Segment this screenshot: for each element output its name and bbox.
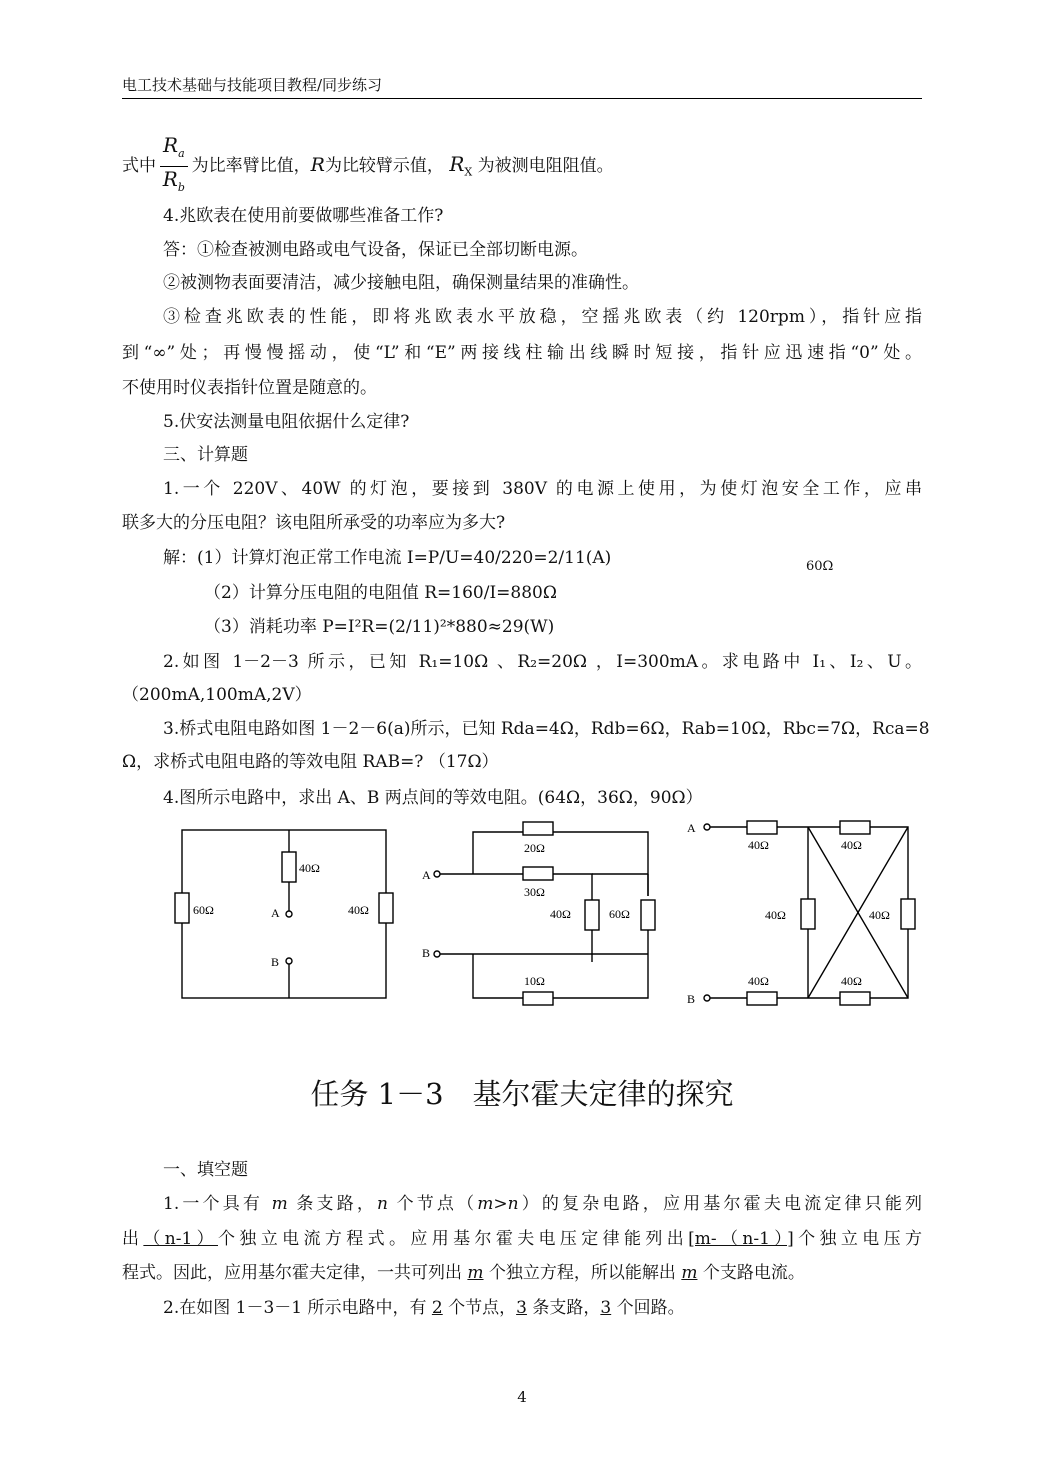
circuit1-label-right: 40Ω xyxy=(348,903,369,917)
calc-2a: 2.如图 1－2－3 所示，已知 R₁=10Ω 、R₂=20Ω ，I=300mA。求电路中 I₁、I₂、U。 xyxy=(163,652,922,672)
fill-1a-n: n xyxy=(377,1194,388,1214)
fill-1a xyxy=(163,1192,922,1216)
fraction-num: R xyxy=(163,133,179,157)
fill-1b-answer2: [m-（n-1）] xyxy=(688,1229,794,1249)
formula-r: R xyxy=(310,154,325,176)
circuit1-label-b: B xyxy=(271,955,280,969)
circuit3-label-br: 40Ω xyxy=(841,974,862,988)
formula-rx-sub: X xyxy=(464,165,473,179)
circuit2-label-40: 40Ω xyxy=(550,907,571,921)
fill-1a-m: m xyxy=(271,1194,288,1214)
page-header xyxy=(122,72,922,99)
fill-2-answer1: 2 xyxy=(431,1298,443,1318)
fill-1c xyxy=(122,1261,922,1285)
circuit3-resistor-br xyxy=(840,992,870,1005)
answer-3a: ③检查兆欧表的性能，即将兆欧表水平放稳，空摇兆欧表（约 120rpm），指针应指 xyxy=(163,307,922,327)
circuit2-label-30: 30Ω xyxy=(524,885,545,899)
circuit2-label-b: B xyxy=(422,946,431,960)
answer-1: 答：①检查被测电路或电气设备，保证已全部切断电源。 xyxy=(163,240,588,260)
circuit3-label-ml: 40Ω xyxy=(765,908,786,922)
circuit3-resistor-ml xyxy=(801,899,815,929)
circuit1-resistor-left xyxy=(175,893,189,923)
calc-3a: 3.桥式电阻电路如图 1－2－6(a)所示，已知 Rda=4Ω，Rdb=6Ω，Rab=10Ω，Rbc=7Ω，Rca=8 xyxy=(163,719,930,739)
solution-1: 解：(1）计算灯泡正常工作电流 I=P/U=40/220=2/11(A) xyxy=(163,548,612,568)
answer-3b: 到“∞”处；再慢慢摇动，使“L”和“E”两接线柱输出线瞬时短接，指针应迅速指“0”处。 xyxy=(122,343,922,363)
circuit2-resistor-60 xyxy=(641,900,655,930)
fill-1b xyxy=(122,1227,922,1251)
circuit1-label-a: A xyxy=(271,906,280,920)
circuit2-resistor-40 xyxy=(585,900,599,930)
fill-1b-t1: 出 xyxy=(122,1229,144,1249)
answer-2: ②被测物表面要清洁，减少接触电阻，确保测量结果的准确性。 xyxy=(163,273,639,293)
calc-3b: Ω，求桥式电阻电路的等效电阻 RAB=? （17Ω） xyxy=(122,752,499,772)
fill-1b-answer1: （n-1） xyxy=(143,1229,218,1249)
fill-2 xyxy=(163,1296,922,1320)
circuit2-terminal-a xyxy=(434,871,440,877)
circuit1-label-top: 40Ω xyxy=(299,861,320,875)
fill-1a-t3: 个节点（ xyxy=(388,1194,478,1214)
circuit3-resistor-mr xyxy=(901,899,915,929)
circuit3-label-mr: 40Ω xyxy=(869,908,890,922)
ratio-fraction xyxy=(160,133,188,200)
fill-2-t2: 个节点， xyxy=(442,1298,517,1318)
circuit1-resistor-right xyxy=(379,893,393,923)
circuit2-label-60: 60Ω xyxy=(609,907,630,921)
circuit2-label-a: A xyxy=(422,868,431,882)
fill-1c-t2: 个独立方程，所以能解出 xyxy=(483,1263,682,1283)
fill-1c-t3: 个支路电流。 xyxy=(697,1263,805,1283)
fill-1b-t3: 个独立电压方 xyxy=(793,1229,923,1249)
circuit3-label-tl: 40Ω xyxy=(748,838,769,852)
solution-2: （2）计算分压电阻的电阻值 R=160/I=880Ω xyxy=(204,583,557,603)
fill-1a-t1: 1.一个具有 xyxy=(163,1194,272,1214)
formula-rx: R xyxy=(449,152,465,176)
circuit1-terminal-a xyxy=(286,911,292,917)
circuit2-resistor-20 xyxy=(523,822,553,835)
circuit3-label-b: B xyxy=(687,992,696,1006)
stray-label: 60Ω xyxy=(806,559,834,574)
answer-3c: 不使用时仪表指针位置是随意的。 xyxy=(122,378,377,398)
calc-2b: （200mA,100mA,2V） xyxy=(122,685,312,705)
circuit3-terminal-a xyxy=(704,824,710,830)
formula-text1: 为比率臂比值， xyxy=(191,156,311,176)
fill-1b-t2: 个独立电流方程式。应用基尔霍夫电压定律能列出 xyxy=(218,1229,689,1249)
page-number: 4 xyxy=(517,1388,527,1406)
fill-1c-t1: 程式。因此，应用基尔霍夫定律，一共可列出 xyxy=(122,1263,468,1283)
circuit3-resistor-bl xyxy=(747,992,777,1005)
fill-1a-t2: 条支路， xyxy=(287,1194,378,1214)
fill-2-answer3: 3 xyxy=(600,1298,612,1318)
fraction-num-sub: a xyxy=(178,147,185,160)
circuit-diagrams xyxy=(160,815,920,1015)
circuit3-resistor-tl xyxy=(747,821,777,834)
circuit1-label-left: 60Ω xyxy=(193,903,214,917)
section-3-heading: 三、计算题 xyxy=(163,445,248,465)
fill-1c-answer2: m xyxy=(681,1263,698,1283)
circuit3-label-a: A xyxy=(687,821,696,835)
calc-1a: 1.一个 220V、40W 的灯泡，要接到 380V 的电源上使用，为使灯泡安全工作，应串 xyxy=(163,479,922,499)
formula-text2: 为比较臂示值， xyxy=(324,156,444,176)
circuit2-resistor-30 xyxy=(523,867,553,880)
circuit3-label-tr: 40Ω xyxy=(841,838,862,852)
fraction-den: R xyxy=(162,167,178,191)
fill-1a-t4: ）的复杂电路，应用基尔霍夫电流定律只能列 xyxy=(518,1194,923,1214)
fill-1a-mn: m>n xyxy=(477,1194,519,1214)
circuit3-terminal-b xyxy=(704,995,710,1001)
formula-text3: 为被测电阻阻值。 xyxy=(477,156,614,176)
fraction-den-sub: b xyxy=(177,181,185,194)
fill-2-answer2: 3 xyxy=(516,1298,527,1318)
circuit2-terminal-b xyxy=(434,951,440,957)
solution-3: （3）消耗功率 P=I²R=(2/11)²*880≈29(W) xyxy=(204,617,555,637)
circuit1-terminal-b xyxy=(286,958,292,964)
circuit3-resistor-tr xyxy=(840,821,870,834)
circuit2-resistor-10 xyxy=(523,992,553,1005)
fill-2-t3: 条支路， xyxy=(526,1298,601,1318)
fill-2-t1: 2.在如图 1－3－1 所示电路中，有 xyxy=(163,1298,432,1318)
calc-1b: 联多大的分压电阻？该电阻所承受的功率应为多大? xyxy=(122,513,506,533)
fill-1c-answer1: m xyxy=(467,1263,484,1283)
circuit2-label-10: 10Ω xyxy=(524,974,545,988)
calc-4: 4.图所示电路中，求出 A、B 两点间的等效电阻。(64Ω，36Ω，90Ω） xyxy=(163,788,703,808)
circuit1-resistor-top xyxy=(282,852,296,882)
circuit2-label-20: 20Ω xyxy=(524,841,545,855)
circuit3-label-bl: 40Ω xyxy=(748,974,769,988)
formula-prefix: 式中 xyxy=(122,156,156,176)
task-title: 任务 1－3 基尔霍夫定律的探究 xyxy=(310,1077,734,1111)
question-4: 4.兆欧表在使用前要做哪些准备工作? xyxy=(163,206,444,226)
formula-line xyxy=(122,133,922,193)
fill-section-heading: 一、填空题 xyxy=(163,1160,248,1180)
fill-2-t4: 个回路。 xyxy=(611,1298,685,1318)
header-title: 电工技术基础与技能项目教程/同步练习 xyxy=(122,76,383,94)
question-5: 5.伏安法测量电阻依据什么定律? xyxy=(163,412,410,432)
